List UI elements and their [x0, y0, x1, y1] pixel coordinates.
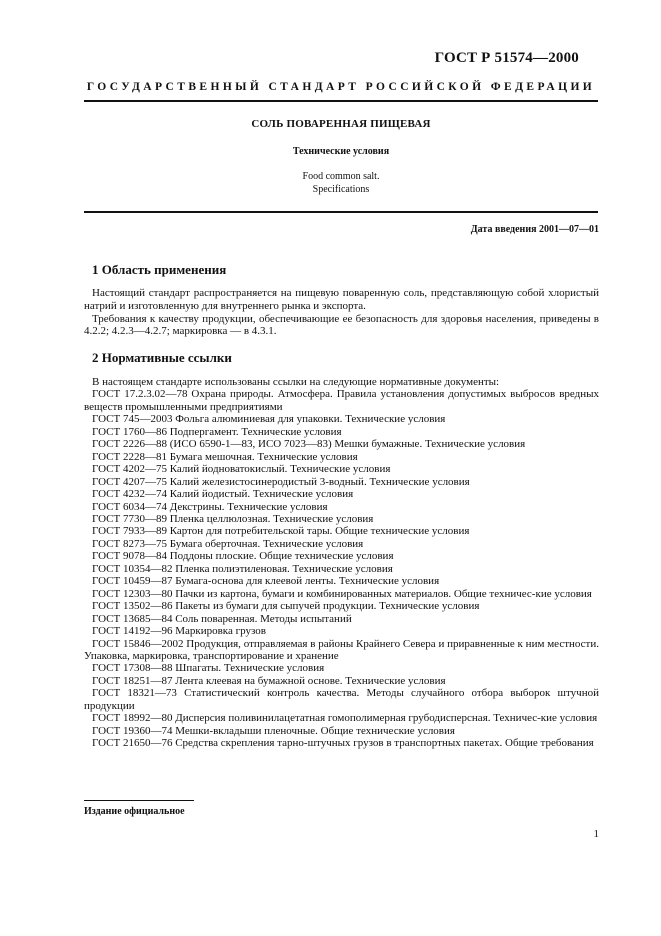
- reference-item: ГОСТ 17308—88 Шпагаты. Технические условия: [92, 662, 325, 675]
- reference-item: ГОСТ 12303—80 Пачки из картона, бумаги и комбинированных материалов. Общие техничес-кие условия: [92, 587, 592, 600]
- normative-references-list: [84, 376, 599, 750]
- reference-item: ГОСТ 6034—74 Декстрины. Технические условия: [92, 500, 328, 513]
- english-title: Food common salt.: [302, 171, 380, 182]
- references-intro: В настоящем стандарте использованы ссылки на следующие нормативные документы:: [92, 376, 500, 388]
- reference-item: ГОСТ 15846—2002 Продукция, отправляемая в районы Крайнего Севера и приравненные к ним местности. Упаковка, маркировка, транспортирование и хранение: [84, 637, 599, 662]
- reference-item: ГОСТ 1760—86 Подпергамент. Технические условия: [92, 425, 342, 438]
- section-1-heading: 1 Область применения: [92, 262, 227, 277]
- section-2-heading: 2 Нормативные ссылки: [92, 350, 232, 365]
- reference-item: ГОСТ 13502—86 Пакеты из бумаги для сыпучей продукции. Технические условия: [92, 600, 480, 613]
- document-number: ГОСТ Р 51574—2000: [434, 50, 579, 66]
- reference-item: ГОСТ 18321—73 Статистический контроль качества. Методы случайного отбора выборок штучной продукции: [84, 687, 599, 712]
- reference-item: ГОСТ 19360—74 Мешки-вкладыши пленочные. Общие технические условия: [92, 724, 455, 737]
- reference-item: ГОСТ 18251—87 Лента клеевая на бумажной основе. Технические условия: [92, 674, 446, 687]
- document-subtitle: Технические условия: [292, 146, 390, 157]
- reference-item: ГОСТ 18992—80 Дисперсия поливинилацетатная гомополимерная грубодисперсная. Техничес-кие условия: [92, 712, 598, 725]
- introduction-date: Дата введения 2001—07—01: [470, 224, 599, 235]
- reference-item: ГОСТ 21650—76 Средства скрепления тарно-штучных грузов в транспортных пакетах. Общие требования: [92, 737, 594, 750]
- header-band: ГОСУДАРСТВЕННЫЙ СТАНДАРТ РОССИЙСКОЙ ФЕДЕРАЦИИ: [86, 81, 596, 93]
- paragraph: Требования к качеству продукции, обеспечивающие ее безопасность для здоровья населения, приведены в 4.2.2; 4.2.3—4.2.7; маркировка — в 4.3.1.: [84, 312, 599, 338]
- reference-item: ГОСТ 745—2003 Фольга алюминиевая для упаковки. Технические условия: [92, 413, 446, 426]
- english-title-block: [84, 170, 598, 196]
- reference-item: ГОСТ 10354—82 Пленка полиэтиленовая. Технические условия: [92, 562, 393, 575]
- reference-item: ГОСТ 7933—89 Картон для потребительской тары. Общие технические условия: [92, 525, 470, 538]
- reference-item: ГОСТ 2228—81 Бумага мешочная. Технические условия: [92, 450, 358, 463]
- reference-item: ГОСТ 13685—84 Соль поваренная. Методы испытаний: [92, 612, 352, 625]
- reference-item: ГОСТ 7730—89 Пленка целлюлозная. Технические условия: [92, 512, 374, 525]
- paragraph: Настоящий стандарт распространяется на пищевую поваренную соль, представляющую собой хлористый натрий и изготовленную для внутреннего рынка и экспорта.: [84, 287, 599, 312]
- official-edition-label: Издание официальное: [84, 806, 185, 817]
- english-subtitle: Specifications: [312, 184, 370, 195]
- reference-item: ГОСТ 4232—74 Калий йодистый. Технические условия: [92, 488, 354, 501]
- reference-item: ГОСТ 4207—75 Калий железистосинеродистый 3-водный. Технические условия: [92, 475, 470, 488]
- reference-item: ГОСТ 2226—88 (ИСО 6590-1—83, ИСО 7023—83) Мешки бумажные. Технические условия: [92, 438, 526, 451]
- header-rule: [84, 100, 598, 102]
- reference-item: ГОСТ 17.2.3.02—78 Охрана природы. Атмосфера. Правила установления допустимых выбросов вредных веществ промышленными предприятиями: [84, 388, 599, 413]
- document-title: СОЛЬ ПОВАРЕННАЯ ПИЩЕВАЯ: [251, 118, 431, 130]
- reference-item: ГОСТ 8273—75 Бумага оберточная. Технические условия: [92, 537, 364, 550]
- title-rule: [84, 211, 598, 213]
- reference-item: ГОСТ 4202—75 Калий йодноватокислый. Технические условия: [92, 463, 391, 476]
- footer-rule: [84, 800, 194, 801]
- page-number: 1: [593, 828, 599, 840]
- reference-item: ГОСТ 10459—87 Бумага-основа для клеевой ленты. Технические условия: [92, 575, 440, 588]
- section-1-body: [84, 287, 599, 338]
- reference-item: ГОСТ 14192—96 Маркировка грузов: [92, 625, 266, 638]
- reference-item: ГОСТ 9078—84 Поддоны плоские. Общие технические условия: [92, 550, 394, 563]
